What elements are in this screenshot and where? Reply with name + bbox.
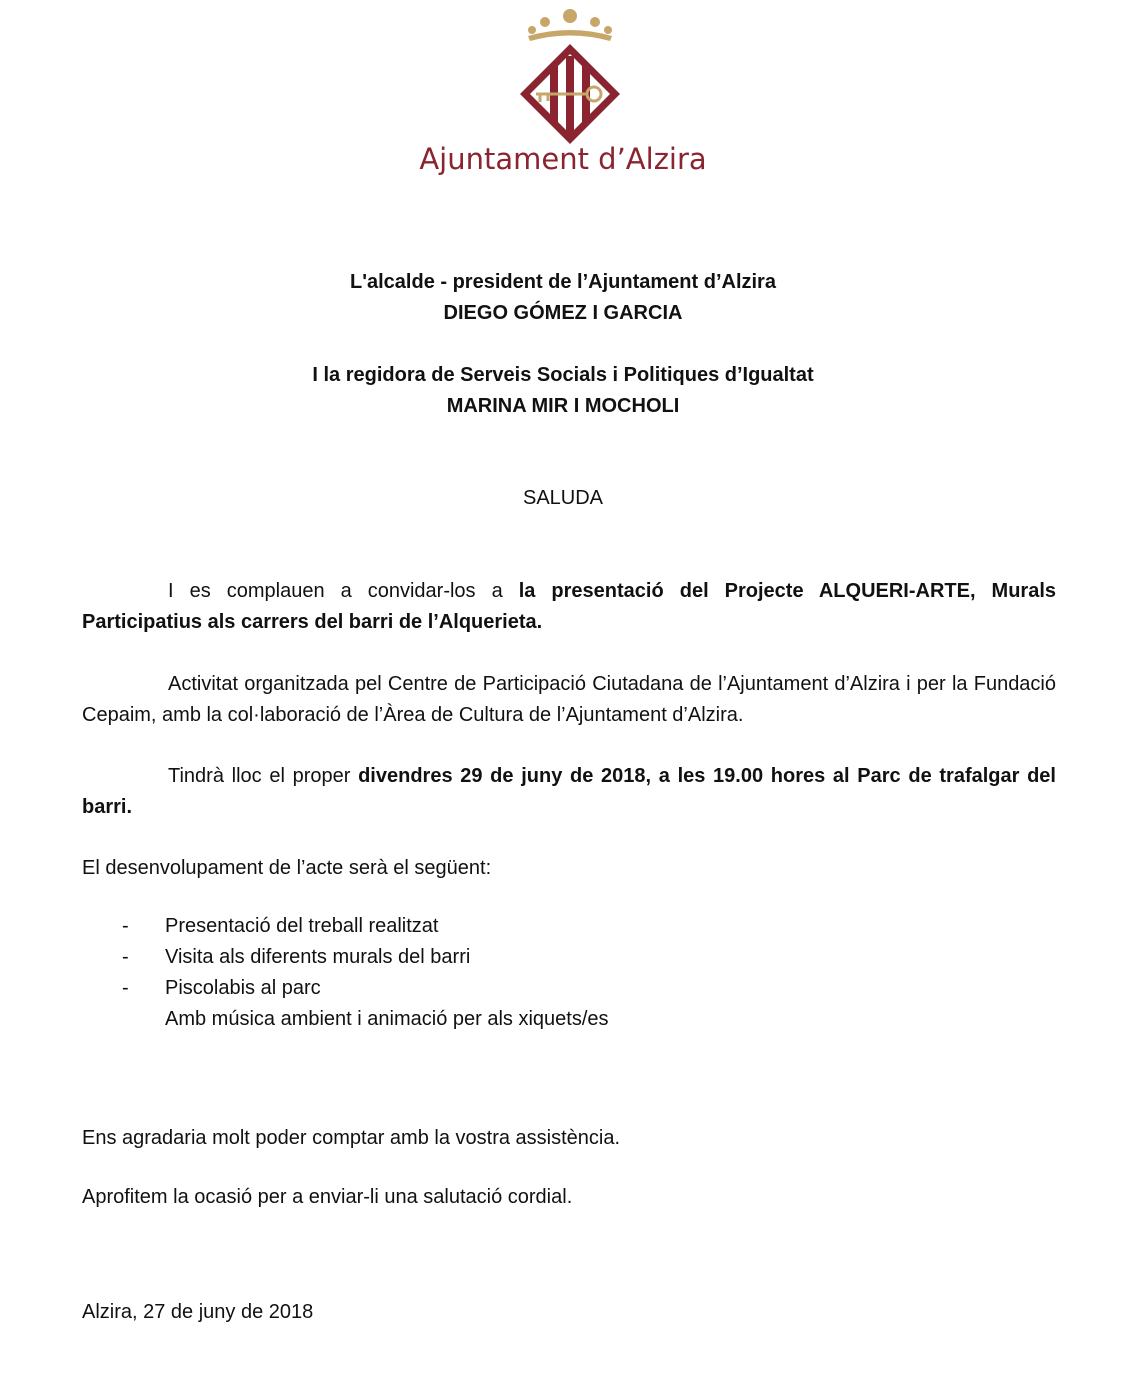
closing-paragraph: Aprofitem la ocasió per a enviar-li una salutació cordial. bbox=[82, 1186, 573, 1208]
header-mayor-title: L'alcalde - president de l’Ajuntament d’Alzira bbox=[350, 271, 776, 293]
crown-icon bbox=[528, 9, 612, 41]
list-item-text: Visita als diferents murals del barri bbox=[165, 946, 471, 968]
list-item-text: Presentació del treball realitzat bbox=[165, 915, 439, 937]
header-councillor-title: I la regidora de Serveis Socials i Politiques d’Igualtat bbox=[312, 364, 814, 386]
attendance-paragraph: Ens agradaria molt poder comptar amb la vostra assistència. bbox=[82, 1127, 621, 1149]
list-item-text: Amb música ambient i animació per als xiquets/es bbox=[165, 1008, 609, 1030]
list-item-text: Piscolabis al parc bbox=[165, 977, 321, 999]
header-councillor-name: MARINA MIR I MOCHOLI bbox=[446, 395, 680, 417]
list-dash: - bbox=[122, 946, 129, 968]
event-paragraph bbox=[82, 761, 1056, 823]
header-mayor-name: DIEGO GÓMEZ I GARCIA bbox=[443, 302, 683, 324]
event-bold: divendres 29 de juny de 2018, a les 19.00 hores al Parc de trafalgar del barri. bbox=[82, 765, 1056, 818]
list-dash: - bbox=[122, 915, 129, 937]
event-text: Tindrà lloc el proper bbox=[168, 765, 359, 787]
activity-paragraph: Activitat organitzada pel Centre de Participació Ciutadana de l’Ajuntament d’Alzira i per la Fundació Cepaim, amb la col·laboració de l’Àrea de Cultura de l’Ajuntament d’Alzira. bbox=[82, 673, 1056, 726]
logo-text: Ajuntament d’Alzira bbox=[419, 142, 707, 176]
program-intro: El desenvolupament de l’acte serà el següent: bbox=[82, 857, 492, 879]
document-date: Alzira, 27 de juny de 2018 bbox=[82, 1301, 314, 1323]
list-dash: - bbox=[122, 977, 129, 999]
coat-of-arms-logo bbox=[510, 6, 630, 146]
invitation-paragraph bbox=[82, 576, 1056, 638]
invitation-bold: la presentació del Projecte ALQUERI-ARTE, Murals Participatius als carrers del barri de l’Alquerieta. bbox=[82, 580, 1056, 633]
invitation-text: I es complauen a convidar-los a bbox=[168, 580, 519, 602]
saluda-heading: SALUDA bbox=[522, 487, 604, 509]
